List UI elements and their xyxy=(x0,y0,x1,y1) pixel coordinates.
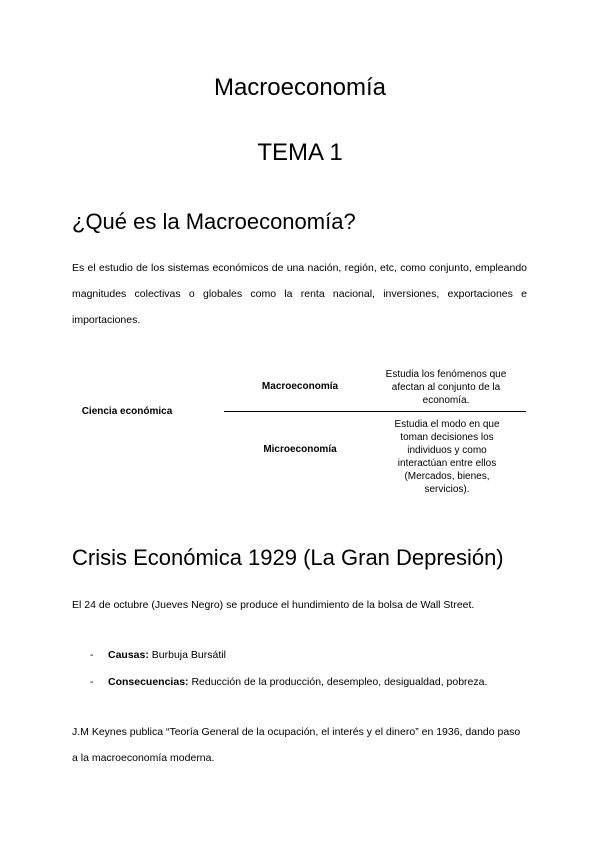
document-subtitle: TEMA 1 xyxy=(257,139,343,166)
bullet-dash: - xyxy=(90,676,94,688)
table-row-description: Estudia el modo en que toman decisiones los individuos y como interactúan entre ellos (Mercados, bienes, servicios). xyxy=(394,419,500,495)
bullet-label: Causas: xyxy=(108,649,149,661)
definition-paragraph: Es el estudio de los sistemas económicos de una nación, región, etc, como conjunto, empleando magnitudes colectivas o globales como la renta nacional, inversiones, exportaciones e importaciones. xyxy=(72,262,527,326)
table-divider xyxy=(224,411,526,412)
closing-paragraph: J.M Keynes publica “Teoría General de la ocupación, el interés y el dinero” en 1936, dando paso a la macroeconomía moderna. xyxy=(72,726,521,764)
table-row-label: Microeconomía xyxy=(263,444,337,455)
bullet-text: Burbuja Bursátil xyxy=(148,649,226,661)
document-title: Macroeconomía xyxy=(213,74,387,101)
table-root-label: Ciencia económica xyxy=(81,406,173,417)
list-item xyxy=(108,676,487,688)
section-heading-crisis: Crisis Económica 1929 (La Gran Depresión) xyxy=(72,545,504,570)
bullet-dash: - xyxy=(90,649,94,661)
bullet-text: Reducción de la producción, desempleo, desigualdad, pobreza. xyxy=(188,676,488,688)
list-item xyxy=(108,649,226,661)
crisis-intro: El 24 de octubre (Jueves Negro) se produce el hundimiento de la bolsa de Wall Street. xyxy=(72,599,475,611)
section-heading-macroeconomia: ¿Qué es la Macroeconomía? xyxy=(72,209,356,234)
table-row-description: Estudia los fenómenos que afectan al conjunto de la economía. xyxy=(385,369,507,406)
bullet-label: Consecuencias: xyxy=(108,676,189,688)
table-row-label: Macroeconomía xyxy=(261,381,339,392)
